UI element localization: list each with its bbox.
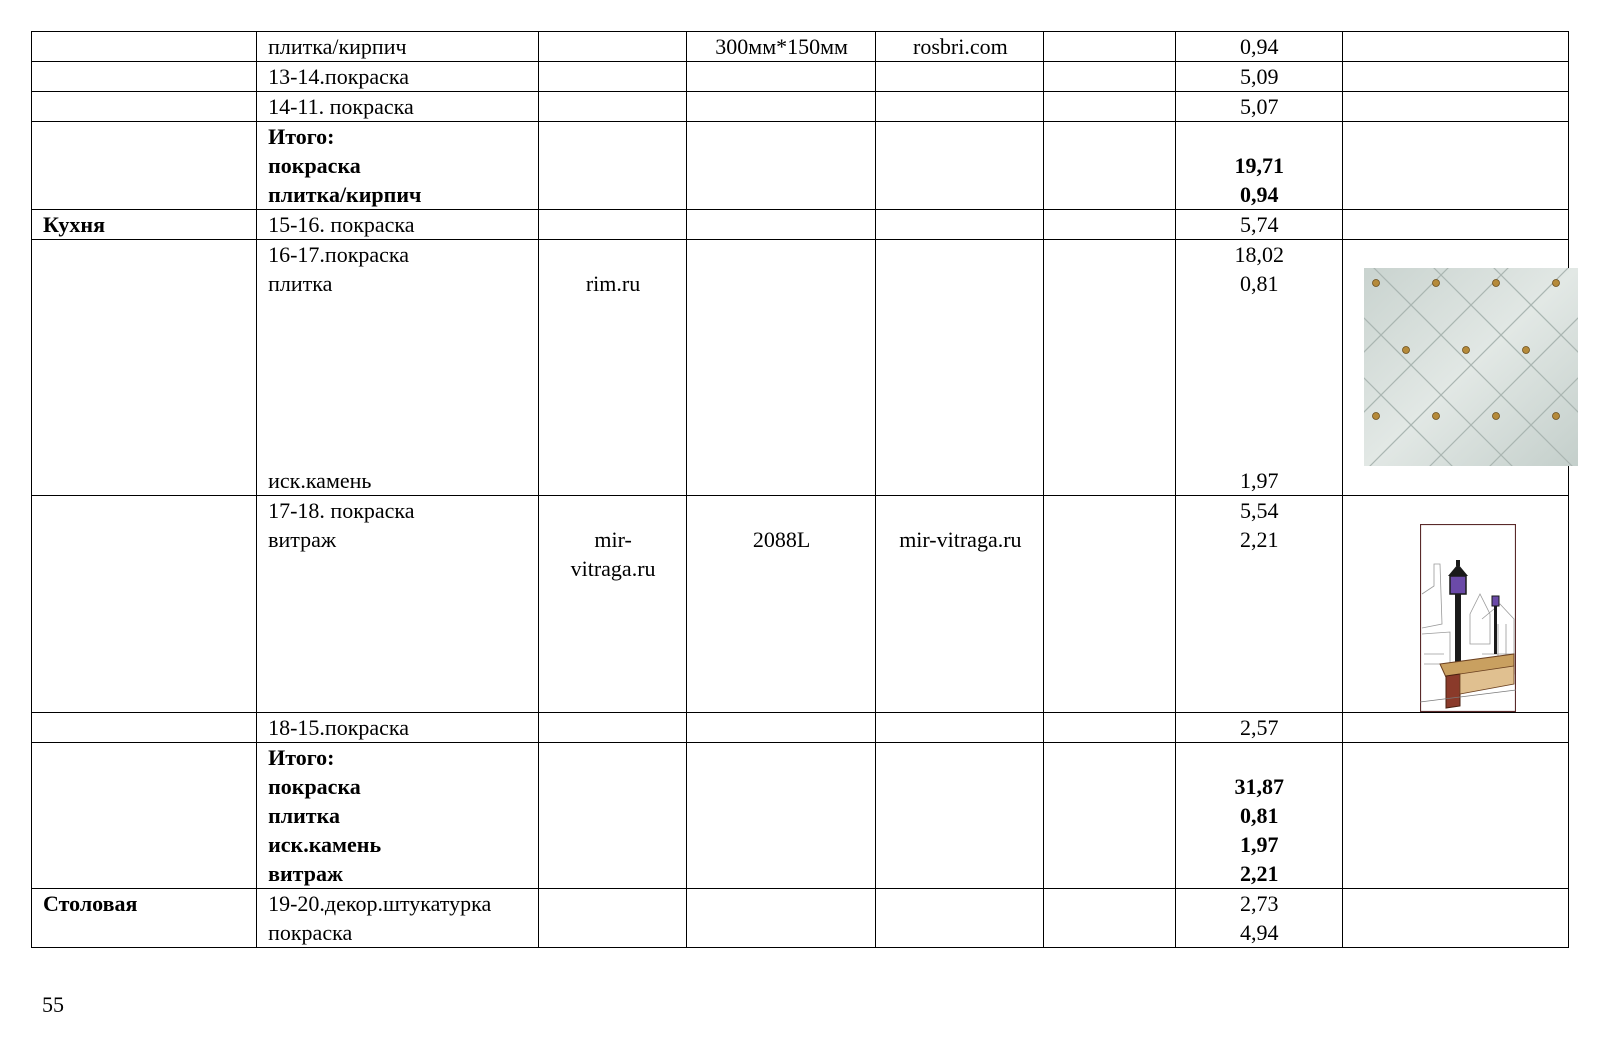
item-line: 17-18. покраска	[268, 498, 415, 523]
image-cell	[1342, 496, 1568, 713]
subtotal-item: плитка/кирпич	[268, 182, 422, 207]
site-text: mir-vitraga.ru	[899, 527, 1022, 552]
item-line: 19-20.декор.штукатурка	[268, 891, 492, 916]
table-row	[32, 32, 1569, 62]
supplier-cell	[539, 889, 687, 948]
table-row	[32, 713, 1569, 743]
supplier-cell	[539, 62, 687, 92]
article-cell	[686, 713, 875, 743]
value-cell	[1175, 889, 1342, 948]
value-cell: 5,07	[1175, 92, 1342, 122]
article-cell	[686, 122, 875, 210]
value-line: 18,02	[1234, 242, 1285, 267]
subtotal-value: 31,87	[1234, 774, 1285, 799]
room-cell	[32, 92, 257, 122]
item-line: покраска	[268, 920, 353, 945]
image-cell	[1342, 92, 1568, 122]
subtotal-item: плитка	[268, 803, 340, 828]
room-cell: Кухня	[32, 210, 257, 240]
empty-cell	[1044, 62, 1175, 92]
article-cell	[686, 496, 875, 713]
table-row	[32, 92, 1569, 122]
supplier-cell	[539, 92, 687, 122]
article-cell	[686, 210, 875, 240]
empty-cell	[1044, 743, 1175, 889]
supplier-cell	[539, 122, 687, 210]
site-cell	[876, 240, 1044, 496]
subtotal-value: 1,97	[1240, 832, 1279, 857]
value-line: 5,54	[1240, 498, 1279, 523]
supplier-cell	[539, 240, 687, 496]
item-cell: 13-14.покраска	[257, 62, 539, 92]
empty-cell	[1044, 889, 1175, 948]
item-cell	[257, 889, 539, 948]
empty-cell	[1044, 496, 1175, 713]
empty-cell	[1044, 32, 1175, 62]
empty-cell	[1044, 92, 1175, 122]
site-cell	[876, 713, 1044, 743]
article-cell	[686, 92, 875, 122]
supplier-cell	[539, 496, 687, 713]
room-cell	[32, 743, 257, 889]
item-cell: 14-11. покраска	[257, 92, 539, 122]
item-line: 16-17.покраска	[268, 242, 410, 267]
value-cell: 2,57	[1175, 713, 1342, 743]
subtotal-value	[1187, 743, 1332, 772]
room-cell	[32, 496, 257, 713]
article-cell	[686, 240, 875, 496]
item-line: плитка	[268, 271, 333, 296]
image-cell	[1342, 889, 1568, 948]
item-cell	[257, 240, 539, 496]
empty-cell	[1044, 713, 1175, 743]
image-cell	[1342, 32, 1568, 62]
item-line: иск.камень	[268, 468, 372, 493]
value-cell	[1175, 743, 1342, 889]
image-cell	[1342, 240, 1568, 496]
quilted-tile-image	[1364, 268, 1578, 466]
subtotal-value	[1187, 122, 1332, 151]
subtotal-item: витраж	[268, 861, 343, 886]
site-cell	[876, 210, 1044, 240]
article-text: 2088L	[752, 527, 811, 552]
value-line: 2,21	[1240, 527, 1279, 552]
site-cell	[876, 92, 1044, 122]
subtotal-item: покраска	[268, 774, 361, 799]
item-cell	[257, 496, 539, 713]
value-line: 4,94	[1240, 920, 1279, 945]
table-row	[32, 210, 1569, 240]
value-cell	[1175, 122, 1342, 210]
empty-cell	[1044, 122, 1175, 210]
value-line: 0,81	[1240, 271, 1279, 296]
item-cell: 18-15.покраска	[257, 713, 539, 743]
empty-cell	[1044, 210, 1175, 240]
room-cell	[32, 62, 257, 92]
image-cell	[1342, 743, 1568, 889]
site-cell	[876, 889, 1044, 948]
table-row	[32, 240, 1569, 496]
subtotal-value: 0,81	[1240, 803, 1279, 828]
subtotal-label: Итого:	[268, 124, 335, 149]
item-cell: 15-16. покраска	[257, 210, 539, 240]
subtotal-value: 0,94	[1240, 182, 1279, 207]
item-line: витраж	[268, 527, 337, 552]
table-row-subtotal	[32, 122, 1569, 210]
article-cell	[686, 743, 875, 889]
value-cell: 5,09	[1175, 62, 1342, 92]
supplier-cell	[539, 713, 687, 743]
value-cell	[1175, 240, 1342, 496]
table-row	[32, 496, 1569, 713]
room-cell	[32, 713, 257, 743]
room-cell	[32, 32, 257, 62]
value-cell: 5,74	[1175, 210, 1342, 240]
item-cell	[257, 743, 539, 889]
supplier-text: mir-	[594, 527, 632, 552]
subtotal-item: иск.камень	[268, 832, 382, 857]
table-row	[32, 62, 1569, 92]
stained-glass-image	[1420, 524, 1516, 712]
site-cell	[876, 496, 1044, 713]
subtotal-value: 19,71	[1234, 153, 1285, 178]
empty-cell	[1044, 240, 1175, 496]
item-cell: плитка/кирпич	[257, 32, 539, 62]
image-cell	[1342, 62, 1568, 92]
supplier-cell	[539, 32, 687, 62]
table-row	[32, 889, 1569, 948]
room-cell	[32, 122, 257, 210]
image-cell	[1342, 122, 1568, 210]
table-row-subtotal	[32, 743, 1569, 889]
supplier-cell	[539, 210, 687, 240]
page-number: 55	[42, 992, 64, 1017]
room-cell: Столовая	[32, 889, 257, 948]
item-cell	[257, 122, 539, 210]
site-cell	[876, 62, 1044, 92]
subtotal-value: 2,21	[1240, 861, 1279, 886]
site-cell: rosbri.com	[876, 32, 1044, 62]
value-line: 2,73	[1240, 891, 1279, 916]
article-cell: 300мм*150мм	[686, 32, 875, 62]
article-cell	[686, 62, 875, 92]
supplier-text: rim.ru	[585, 271, 641, 296]
site-cell	[876, 743, 1044, 889]
supplier-cell	[539, 743, 687, 889]
supplier-text: vitraga.ru	[570, 556, 656, 581]
article-cell	[686, 889, 875, 948]
subtotal-label: Итого:	[268, 745, 335, 770]
image-cell	[1342, 210, 1568, 240]
room-cell	[32, 240, 257, 496]
value-cell: 0,94	[1175, 32, 1342, 62]
value-cell	[1175, 496, 1342, 713]
site-cell	[876, 122, 1044, 210]
value-line: 1,97	[1240, 468, 1279, 493]
subtotal-item: покраска	[268, 153, 361, 178]
image-cell	[1342, 713, 1568, 743]
materials-table	[31, 31, 1569, 948]
